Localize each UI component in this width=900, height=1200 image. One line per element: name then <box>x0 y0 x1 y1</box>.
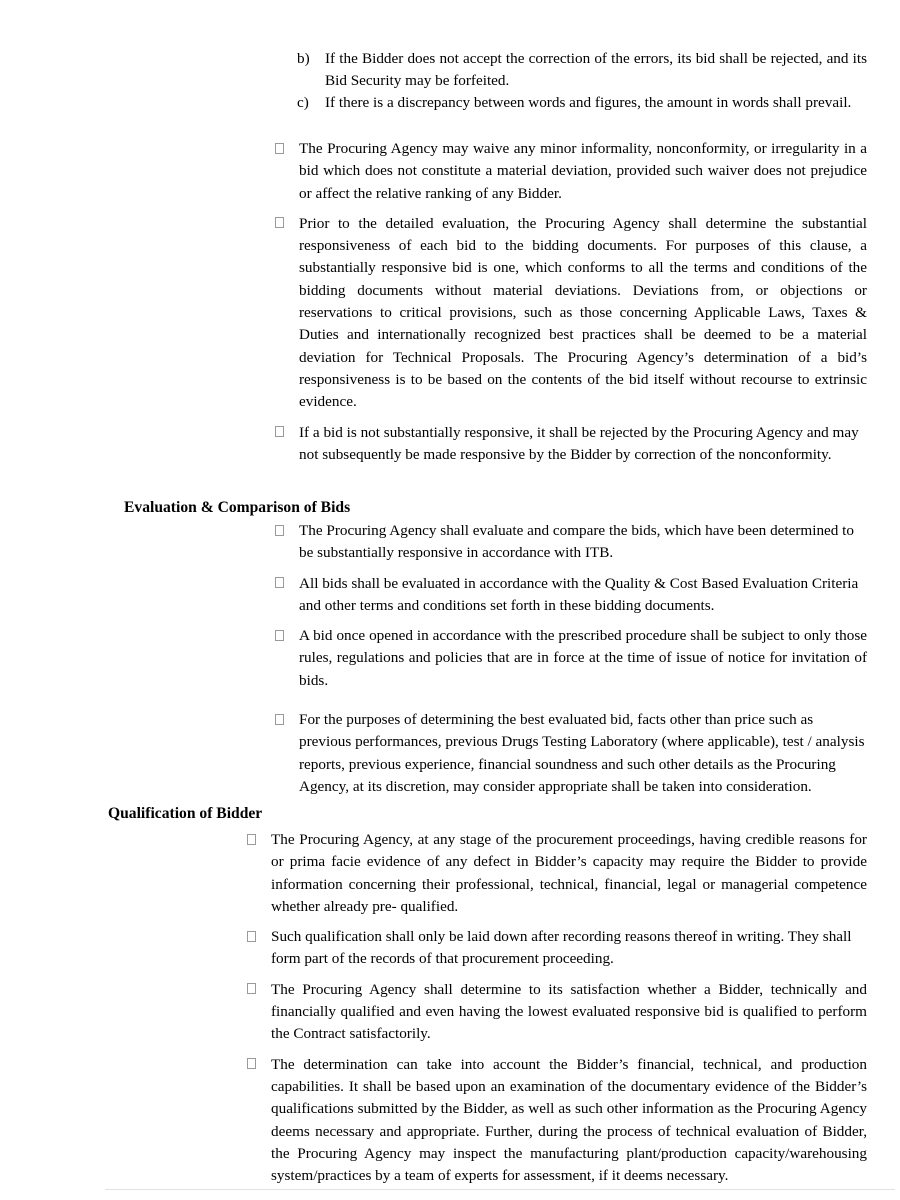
arithmetic-errors-list <box>297 48 867 115</box>
list-marker: b) <box>297 50 310 67</box>
list-item-text: If the Bidder does not accept the correction of the errors, its bid shall be rejected, and its Bid Security may be forfeited. <box>325 50 867 90</box>
list-item-text: The Procuring Agency shall evaluate and compare the bids, which have been determined to be substantially responsive in accordance with ITB. <box>299 522 854 562</box>
list-item <box>275 709 867 798</box>
list-marker: c) <box>297 94 309 112</box>
responsiveness-list <box>275 138 867 466</box>
empty-square-bullet-icon <box>247 1058 256 1069</box>
list-item-text: If a bid is not substantially responsive, it shall be rejected by the Procuring Agency and may not subsequently be made responsive by the Bidder by correction of the nonconformity. <box>299 423 859 463</box>
list-item <box>275 213 867 414</box>
empty-square-bullet-icon <box>247 931 256 942</box>
list-item <box>247 926 867 971</box>
list-item <box>275 625 867 692</box>
list-item-text: The Procuring Agency, at any stage of the procurement proceedings, having credible reasons for or prima facie evidence of any defect in Bidder’s capacity may require the Bidder to provide information concerning their professional, technical, financial, legal or managerial competence whether already pre- qualified. <box>271 831 867 915</box>
footer-divider <box>105 1189 895 1190</box>
list-item <box>275 138 867 205</box>
empty-square-bullet-icon <box>275 217 284 228</box>
section-heading-evaluation: Evaluation & Comparison of Bids <box>124 499 351 516</box>
empty-square-bullet-icon <box>275 143 284 154</box>
list-item <box>297 48 867 92</box>
evaluation-list <box>275 520 867 798</box>
list-item <box>275 573 867 618</box>
empty-square-bullet-icon <box>247 834 256 845</box>
section-heading-qualification: Qualification of Bidder <box>108 805 263 822</box>
empty-square-bullet-icon <box>275 426 284 437</box>
empty-square-bullet-icon <box>275 525 284 536</box>
empty-square-bullet-icon <box>275 630 284 641</box>
list-item <box>247 829 867 918</box>
list-item <box>275 520 867 565</box>
list-item <box>297 92 867 114</box>
empty-square-bullet-icon <box>275 714 284 725</box>
list-item-text: The Procuring Agency shall determine to its satisfaction whether a Bidder, technically and financially qualified and even having the lowest evaluated responsive bid is qualified to perform the Contract satisfactorily. <box>271 980 867 1043</box>
list-item-text: Such qualification shall only be laid down after recording reasons thereof in writing. They shall form part of the records of that procurement proceeding. <box>271 928 852 968</box>
list-item-text: All bids shall be evaluated in accordance with the Quality & Cost Based Evaluation Criteria and other terms and conditions set forth in these bidding documents. <box>299 574 859 614</box>
list-item <box>275 422 867 467</box>
list-item-text: The Procuring Agency may waive any minor informality, nonconformity, or irregularity in a bid which does not constitute a material deviation, provided such waiver does not prejudice or affect the relative ranking of any Bidder. <box>299 140 867 202</box>
list-item-text: For the purposes of determining the best evaluated bid, facts other than price such as previous performances, previous Drugs Testing Laboratory (where applicable), test / analysis reports, previous experience, financial soundness and such other details as the Procuring Agency, at its discretion, may consider appropriate shall be taken into consideration. <box>299 711 865 795</box>
list-item-text: Prior to the detailed evaluation, the Procuring Agency shall determine the substantial responsiveness of each bid to the bidding documents. For purposes of this clause, a substantially responsive bid is one, which conforms to all the terms and conditions of the bidding documents without material deviations. Deviations from, or objections or reservations to critical provisions, such as those concerning Applicable Laws, Taxes & Duties and internationally recognized best practices shall be deemed to be a material deviation for Technical Proposals. The Procuring Agency’s determination of a bid’s responsiveness is to be based on the contents of the bid itself without recourse to extrinsic evidence. <box>299 214 867 411</box>
list-item-text: If there is a discrepancy between words and figures, the amount in words shall prevail. <box>325 94 852 112</box>
list-item-text: The determination can take into account the Bidder’s financial, technical, and production capabilities. It shall be based upon an examination of the documentary evidence of the Bidder’s qualifications submitted by the Bidder, as well as such other information as the Procuring Agency deems necessary and appropriate. Further, during the process of technical evaluation of Bidder, the Procuring Agency may inspect the manufacturing plant/production capacity/warehousing system/practices by a team of experts for assessment, if it deems necessary. <box>271 1055 867 1185</box>
list-item <box>247 979 867 1046</box>
qualification-list <box>247 829 867 1187</box>
list-item <box>247 1054 867 1188</box>
list-item-text: A bid once opened in accordance with the prescribed procedure shall be subject to only those rules, regulations and policies that are in force at the time of issue of notice for invitation of bids. <box>299 627 867 689</box>
empty-square-bullet-icon <box>247 983 256 994</box>
empty-square-bullet-icon <box>275 577 284 588</box>
